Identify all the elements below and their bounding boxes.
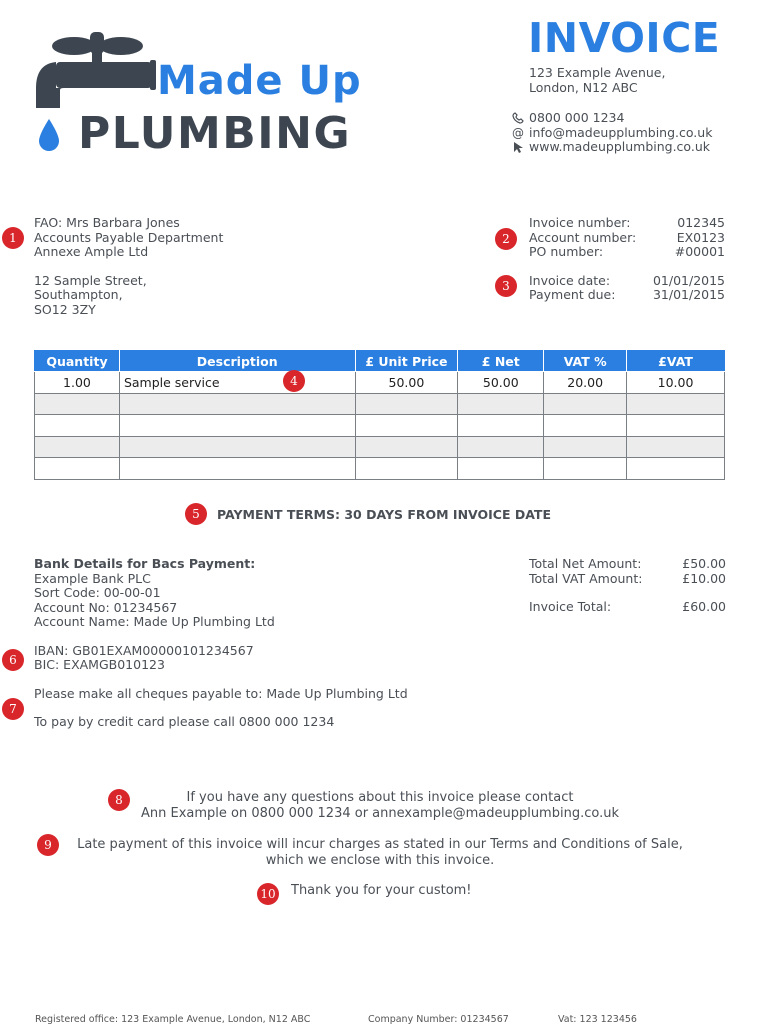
questions-line-2: Ann Example on 0800 000 1234 or annexample@madeupplumbing.co.uk [141, 805, 619, 821]
total-net-value: £50.00 [682, 556, 726, 571]
cell-unit-price: 50.00 [355, 372, 458, 394]
address-line-2: London, N12 ABC [529, 79, 638, 95]
tap-icon [34, 30, 156, 114]
cell-unit-price [355, 415, 458, 437]
marker-2: 2 [495, 228, 517, 250]
cell-vat-percent [544, 458, 627, 480]
invoice-meta [529, 216, 725, 303]
cell-vat-percent [544, 436, 627, 458]
cursor-icon [512, 141, 524, 153]
bank-bic: BIC: EXAMGB010123 [34, 657, 165, 672]
po-number: #00001 [674, 244, 725, 259]
header-vat: £VAT [627, 351, 725, 372]
payment-due-label: Payment due: [529, 287, 616, 302]
invoice-total-label: Invoice Total: [529, 599, 612, 614]
logo-text-plumbing: PLUMBING [78, 108, 352, 159]
footer-vat: Vat: 123 123456 [558, 1014, 637, 1025]
marker-1: 1 [2, 227, 24, 249]
invoice-title: INVOICE [528, 14, 721, 62]
recipient-city: Southampton, [34, 287, 123, 302]
total-vat-label: Total VAT Amount: [529, 570, 643, 586]
recipient-block [34, 216, 223, 317]
cell-vat-percent: 20.00 [544, 372, 627, 394]
totals-block [529, 557, 726, 615]
header-quantity: Quantity [35, 351, 120, 372]
cell-unit-price [355, 393, 458, 415]
cell-vat [627, 458, 725, 480]
recipient-fao: FAO: Mrs Barbara Jones [34, 215, 180, 230]
recipient-street: 12 Sample Street, [34, 272, 147, 288]
questions-line-1: If you have any questions about this invoice please contact [186, 790, 574, 805]
footer-registered-office: Registered office: 123 Example Avenue, London, N12 ABC [35, 1014, 311, 1025]
invoice-date-label: Invoice date: [529, 272, 611, 288]
table-row [35, 372, 725, 394]
cell-net [458, 393, 544, 415]
line-items-table [34, 350, 725, 480]
payment-terms: PAYMENT TERMS: 30 DAYS FROM INVOICE DATE [217, 507, 551, 522]
cell-description [119, 458, 355, 480]
late-line-1: Late payment of this invoice will incur charges as stated in our Terms and Conditions of Sale, [77, 837, 683, 852]
total-net-label: Total Net Amount: [529, 556, 642, 571]
late-line-2: which we enclose with this invoice. [265, 852, 495, 868]
invoice-number: 012345 [677, 215, 725, 230]
company-email[interactable]: info@madeupplumbing.co.uk [529, 124, 713, 140]
account-number: EX0123 [676, 229, 725, 245]
cell-description [119, 393, 355, 415]
cell-quantity: 1.00 [35, 372, 120, 394]
table-row [35, 415, 725, 437]
address-line-1: 123 Example Avenue, [529, 65, 666, 80]
cell-vat-percent [544, 393, 627, 415]
cell-vat [627, 436, 725, 458]
header-unit-price: £ Unit Price [355, 351, 458, 372]
thank-you: Thank you for your custom! [291, 883, 472, 898]
total-vat-value: £10.00 [682, 570, 726, 586]
bank-name: Example Bank PLC [34, 570, 151, 586]
cell-vat: 10.00 [627, 372, 725, 394]
recipient-postcode: SO12 3ZY [34, 301, 96, 317]
account-number-label: Account number: [529, 229, 637, 245]
company-website[interactable]: www.madeupplumbing.co.uk [529, 139, 710, 154]
invoice-date: 01/01/2015 [652, 272, 725, 288]
cell-net [458, 458, 544, 480]
cell-description [119, 415, 355, 437]
payment-due: 31/01/2015 [652, 287, 725, 302]
bank-sort-code: Sort Code: 00-00-01 [34, 585, 161, 600]
phone-icon [512, 112, 524, 124]
po-number-label: PO number: [529, 244, 604, 259]
cell-unit-price [355, 458, 458, 480]
table-header-row [35, 351, 725, 372]
company-phone[interactable]: 0800 000 1234 [529, 110, 625, 125]
cheques-note: Please make all cheques payable to: Made Up Plumbing Ltd [34, 685, 408, 701]
company-address [529, 66, 665, 95]
cell-net [458, 436, 544, 458]
card-note: To pay by credit card please call 0800 000 1234 [34, 714, 335, 729]
cell-description [119, 436, 355, 458]
cell-vat [627, 415, 725, 437]
questions-note [80, 790, 680, 821]
header-net: £ Net [458, 351, 544, 372]
invoice-number-label: Invoice number: [529, 215, 631, 230]
at-icon: @ [512, 125, 524, 140]
marker-8: 8 [108, 789, 130, 811]
marker-4: 4 [283, 370, 305, 392]
water-drop-icon [38, 118, 60, 152]
marker-9: 9 [37, 834, 59, 856]
cell-description: Sample service [119, 372, 355, 394]
bank-details [34, 557, 408, 730]
table-row [35, 436, 725, 458]
header-description: Description [119, 351, 355, 372]
late-payment-note [66, 837, 694, 868]
bank-heading: Bank Details for Bacs Payment: [34, 556, 256, 571]
marker-6: 6 [2, 649, 24, 671]
recipient-company: Annexe Ample Ltd [34, 244, 149, 259]
table-row [35, 458, 725, 480]
cell-quantity [35, 458, 120, 480]
cell-vat [627, 393, 725, 415]
bank-account-no: Account No: 01234567 [34, 599, 178, 615]
marker-5: 5 [185, 503, 207, 525]
marker-10: 10 [257, 883, 279, 905]
cell-quantity [35, 415, 120, 437]
cell-quantity [35, 393, 120, 415]
bank-iban: IBAN: GB01EXAM00000101234567 [34, 642, 254, 658]
cell-net [458, 415, 544, 437]
header-vat-percent: VAT % [544, 351, 627, 372]
cell-unit-price [355, 436, 458, 458]
bank-account-name: Account Name: Made Up Plumbing Ltd [34, 614, 275, 629]
cell-net: 50.00 [458, 372, 544, 394]
company-contacts [512, 111, 712, 155]
invoice-total-value: £60.00 [682, 599, 726, 614]
table-row [35, 393, 725, 415]
marker-3: 3 [495, 275, 517, 297]
recipient-department: Accounts Payable Department [34, 229, 224, 245]
footer-company-number: Company Number: 01234567 [368, 1014, 509, 1025]
marker-7: 7 [2, 698, 24, 720]
cell-quantity [35, 436, 120, 458]
cell-vat-percent [544, 415, 627, 437]
logo-text-made-up: Made Up [157, 58, 362, 104]
